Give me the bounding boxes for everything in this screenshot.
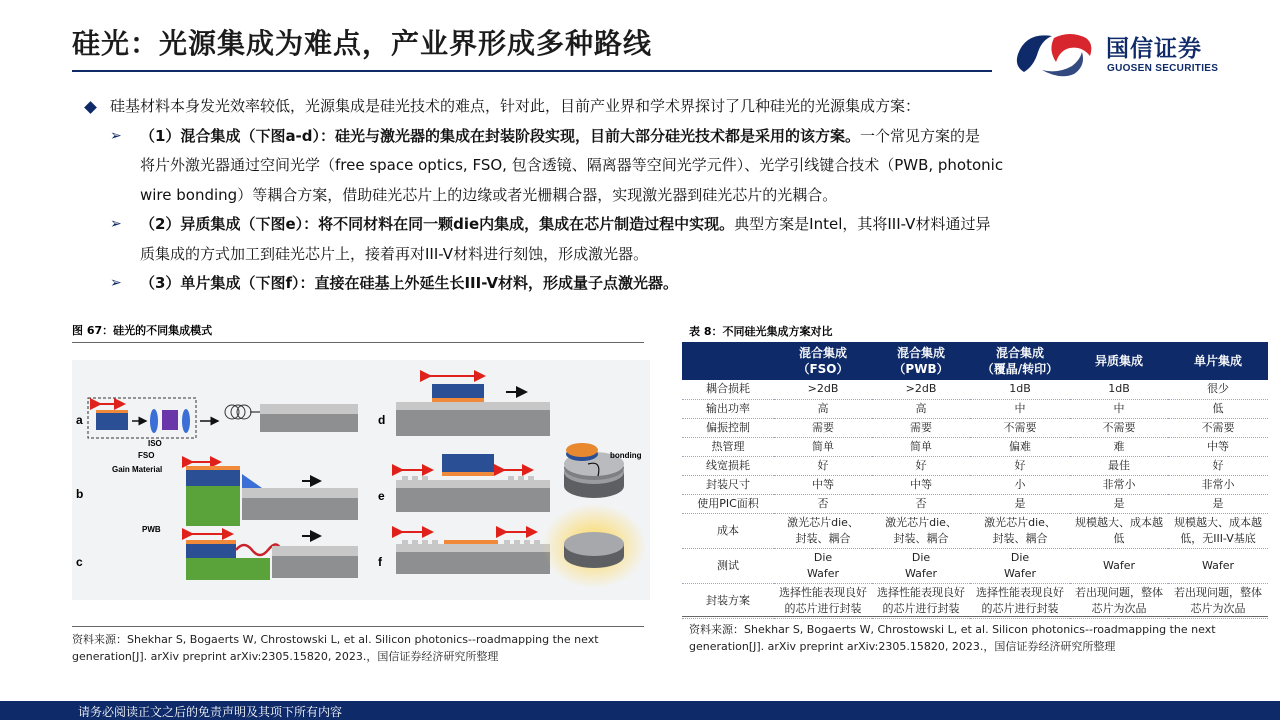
lens-icon bbox=[182, 409, 190, 433]
footer-disclaimer: 请务必阅读正文之后的免责声明及其项下所有内容 bbox=[78, 705, 343, 719]
table-cell: 好 bbox=[1168, 456, 1268, 475]
silicon-chip-a bbox=[260, 404, 358, 414]
table-cell: 简单 bbox=[872, 437, 970, 456]
table-cell: 选择性能表现良好 的芯片进行封装 bbox=[970, 583, 1070, 618]
table-cell: 是 bbox=[1070, 494, 1168, 513]
table-row bbox=[682, 399, 1268, 418]
bullet-heterogeneous bbox=[80, 210, 1220, 240]
table-cell: 中等 bbox=[1168, 437, 1268, 456]
bullet-hybrid-text: 一个常见方案的是 bbox=[860, 126, 981, 145]
laser-substrate-b bbox=[186, 486, 240, 526]
table-cell: Wafer bbox=[1070, 548, 1168, 583]
arrowhead-bullet-icon: ➢ bbox=[110, 127, 122, 144]
table-cell: 选择性能表现良好 的芯片进行封装 bbox=[774, 583, 872, 618]
bullet-intro-text: 硅基材料本身发光效率较低，光源集成是硅光技术的难点，针对此，目前产业界和学术界探讨了几种硅光的光源集成方案： bbox=[110, 97, 921, 115]
bullet-heterogeneous-text: 典型方案是Intel，其将III-V材料通过异 bbox=[734, 215, 991, 233]
table-title: 表 8：不同硅光集成方案对比 bbox=[689, 325, 833, 338]
table-cell: 好 bbox=[774, 456, 872, 475]
table-cell: 否 bbox=[872, 494, 970, 513]
table-cell: 中 bbox=[1070, 399, 1168, 418]
guosen-logo bbox=[1012, 26, 1232, 78]
laser-chip-b bbox=[186, 470, 240, 486]
table-header-cell: 混合集成 （FSO） bbox=[774, 342, 872, 380]
figure-bottom-rule bbox=[72, 626, 644, 627]
laser-chip-a bbox=[96, 412, 128, 430]
table-row-label: 封装方案 bbox=[682, 583, 774, 618]
table-cell: 激光芯片die、 封装、耦合 bbox=[970, 513, 1070, 548]
silicon-substrate-f bbox=[396, 552, 550, 574]
panel-label-e: e bbox=[378, 489, 385, 503]
panel-label-a: a bbox=[76, 413, 83, 427]
table-row bbox=[682, 548, 1268, 583]
table-cell: 高 bbox=[774, 399, 872, 418]
silicon-substrate-c bbox=[272, 556, 358, 578]
table-row bbox=[682, 513, 1268, 548]
table-cell: 简单 bbox=[774, 437, 872, 456]
table-cell: 激光芯片die、 封装、耦合 bbox=[872, 513, 970, 548]
arrowhead-bullet-icon: ➢ bbox=[110, 275, 122, 291]
table-cell: 规模越大、成本越 低，无III-V基底 bbox=[1168, 513, 1268, 548]
table-cell: 不需要 bbox=[1168, 418, 1268, 437]
table-row-label: 耦合损耗 bbox=[682, 380, 774, 399]
bullet-heterogeneous-line2: 质集成的方式加工到硅光芯片上，接着再对III-V材料进行刻蚀，形成激光器。 bbox=[140, 244, 649, 263]
table-row-label: 测试 bbox=[682, 548, 774, 583]
bullet-hybrid bbox=[80, 122, 1220, 152]
table-source-line1: 资料来源：Shekhar S, Bogaerts W, Chrostowski L, et al. Silicon photonics--roadmapping the next bbox=[689, 623, 1216, 636]
label-iso: ISO bbox=[148, 439, 162, 448]
table-cell: 需要 bbox=[872, 418, 970, 437]
bullet-hybrid-line3: wire bonding）等耦合方案，借助硅光芯片上的边缘或者光栅耦合器，实现激光器到硅光芯片的光耦合。 bbox=[140, 185, 838, 204]
silicon-chip-e bbox=[396, 480, 550, 488]
table-cell: 中等 bbox=[774, 475, 872, 494]
bullet-hybrid-heading: （1）混合集成（下图a-d）：硅光与激光器的集成在封装阶段实现，目前大部分硅光技术都是采用的该方案。 bbox=[140, 126, 861, 145]
table-header-cell: 混合集成 （覆晶/转印） bbox=[970, 342, 1070, 380]
table-row-label: 偏振控制 bbox=[682, 418, 774, 437]
table-cell: 激光芯片die、 封装、耦合 bbox=[774, 513, 872, 548]
table-row bbox=[682, 456, 1268, 475]
bullet-heterogeneous-heading: （2）异质集成（下图e）：将不同材料在同一颗die内集成，集成在芯片制造过程中实现。 bbox=[140, 215, 735, 233]
table-cell: 低 bbox=[1168, 399, 1268, 418]
gain-layer-e bbox=[442, 472, 494, 476]
table-cell: Die Wafer bbox=[872, 548, 970, 583]
table-cell: 中等 bbox=[872, 475, 970, 494]
label-bonding: bonding bbox=[610, 451, 642, 460]
integration-comparison-table bbox=[682, 342, 1268, 619]
gain-layer-b bbox=[186, 466, 240, 470]
logo-chinese-name: 国信证券 bbox=[1106, 36, 1202, 62]
silicon-chip-b bbox=[242, 488, 358, 498]
footer-bar bbox=[0, 701, 1280, 720]
gain-layer-a bbox=[96, 410, 128, 413]
table-body bbox=[682, 380, 1268, 618]
table-cell: 高 bbox=[872, 399, 970, 418]
panel-label-b: b bbox=[76, 487, 84, 501]
flip-chip-laser-d bbox=[432, 384, 484, 398]
table-cell: 不需要 bbox=[970, 418, 1070, 437]
table-row bbox=[682, 418, 1268, 437]
table-cell: >2dB bbox=[872, 380, 970, 399]
integration-modes-diagram bbox=[72, 360, 650, 600]
bullet-monolithic bbox=[80, 269, 1220, 299]
silicon-substrate-b bbox=[242, 498, 358, 520]
label-gain-material: Gain Material bbox=[112, 465, 163, 474]
figure-top-rule bbox=[72, 342, 644, 343]
table-cell: 难 bbox=[1070, 437, 1168, 456]
table-cell: 非常小 bbox=[1070, 475, 1168, 494]
figure-title: 图 67：硅光的不同集成模式 bbox=[72, 324, 213, 337]
table-cell: 中 bbox=[970, 399, 1070, 418]
panel-label-c: c bbox=[76, 555, 83, 569]
silicon-chip-d bbox=[396, 402, 550, 410]
table-cell: 若出现问题，整体 芯片为次品 bbox=[1070, 583, 1168, 618]
lens-icon bbox=[150, 409, 158, 433]
table-cell: 偏难 bbox=[970, 437, 1070, 456]
table-cell: >2dB bbox=[774, 380, 872, 399]
figure-source-line2: generation[J]. arXiv preprint arXiv:2305.15820, 2023.，国信证券经济研究所整理 bbox=[72, 650, 499, 663]
laser-chip-c bbox=[186, 544, 236, 558]
table-header-cell: 异质集成 bbox=[1070, 342, 1168, 380]
table-cell: 规模越大、成本越 低 bbox=[1070, 513, 1168, 548]
logo-english-name: GUOSEN SECURITIES bbox=[1107, 63, 1219, 74]
table-cell: 非常小 bbox=[1168, 475, 1268, 494]
table-row bbox=[682, 583, 1268, 618]
table-row bbox=[682, 494, 1268, 513]
panel-label-d: d bbox=[378, 413, 386, 427]
gain-layer-c bbox=[186, 540, 236, 544]
table-row-label: 线宽损耗 bbox=[682, 456, 774, 475]
table-row bbox=[682, 437, 1268, 456]
bullet-hybrid-line2: 将片外激光器通过空间光学（free space optics, FSO, 包含透镜、隔离器等空间光学元件）、光学引线键合技术（PWB, photonic bbox=[140, 156, 1004, 174]
figure-source bbox=[72, 631, 599, 665]
table-cell: Die Wafer bbox=[970, 548, 1070, 583]
diamond-bullet-icon bbox=[84, 101, 97, 114]
bonded-iii-v-e bbox=[442, 454, 494, 472]
page-title: 硅光：光源集成为难点，产业界形成多种路线 bbox=[72, 27, 653, 60]
gain-layer-d bbox=[432, 398, 484, 402]
table-row-label: 成本 bbox=[682, 513, 774, 548]
table-cell: 选择性能表现良好 的芯片进行封装 bbox=[872, 583, 970, 618]
silicon-chip-f bbox=[396, 544, 550, 552]
table-row-label: 封装尺寸 bbox=[682, 475, 774, 494]
table-row-label: 输出功率 bbox=[682, 399, 774, 418]
table-source bbox=[689, 621, 1216, 655]
table-header-cell: 混合集成 （PWB） bbox=[872, 342, 970, 380]
title-divider bbox=[72, 70, 992, 72]
label-pwb: PWB bbox=[142, 525, 161, 534]
table-row bbox=[682, 475, 1268, 494]
table-cell: 需要 bbox=[774, 418, 872, 437]
table-cell: 很少 bbox=[1168, 380, 1268, 399]
label-fso: FSO bbox=[138, 451, 155, 460]
silicon-substrate-a bbox=[260, 414, 358, 432]
table-cell: 不需要 bbox=[1070, 418, 1168, 437]
bullet-monolithic-heading: （3）单片集成（下图f）：直接在硅基上外延生长III-V材料，形成量子点激光器。 bbox=[140, 274, 678, 292]
silicon-substrate-d bbox=[396, 410, 550, 436]
table-header-row bbox=[682, 342, 1268, 380]
table-cell: 好 bbox=[872, 456, 970, 475]
table-cell: 是 bbox=[1168, 494, 1268, 513]
table-cell: 1dB bbox=[1070, 380, 1168, 399]
table-cell: 若出现问题，整体 芯片为次品 bbox=[1168, 583, 1268, 618]
panel-label-f: f bbox=[378, 555, 382, 569]
silicon-chip-c bbox=[272, 546, 358, 556]
table-cell: Wafer bbox=[1168, 548, 1268, 583]
silicon-substrate-e bbox=[396, 488, 550, 512]
table-cell: 是 bbox=[970, 494, 1070, 513]
table-row-label: 使用PIC面积 bbox=[682, 494, 774, 513]
arrowhead-bullet-icon: ➢ bbox=[110, 216, 122, 232]
monolithic-wafer-illustration bbox=[542, 504, 646, 588]
table-bottom-rule bbox=[682, 616, 1268, 617]
table-row-label: 热管理 bbox=[682, 437, 774, 456]
table-header-cell: 单片集成 bbox=[1168, 342, 1268, 380]
table-cell: 好 bbox=[970, 456, 1070, 475]
table-cell: 1dB bbox=[970, 380, 1070, 399]
guosen-logo-mark-icon bbox=[1012, 26, 1102, 78]
isolator-icon bbox=[162, 410, 178, 430]
table-source-line2: generation[J]. arXiv preprint arXiv:2305.15820, 2023.，国信证券经济研究所整理 bbox=[689, 640, 1116, 653]
table-cell: 小 bbox=[970, 475, 1070, 494]
table-cell: 最佳 bbox=[1070, 456, 1168, 475]
table-cell: 否 bbox=[774, 494, 872, 513]
table-cell: Die Wafer bbox=[774, 548, 872, 583]
bullet-intro bbox=[80, 92, 1220, 122]
laser-substrate-c bbox=[186, 558, 270, 580]
figure-source-line1: 资料来源：Shekhar S, Bogaerts W, Chrostowski L, et al. Silicon photonics--roadmapping the next bbox=[72, 633, 599, 646]
table-row bbox=[682, 380, 1268, 399]
table-header-cell bbox=[682, 342, 774, 380]
body-bullets bbox=[80, 92, 1220, 299]
